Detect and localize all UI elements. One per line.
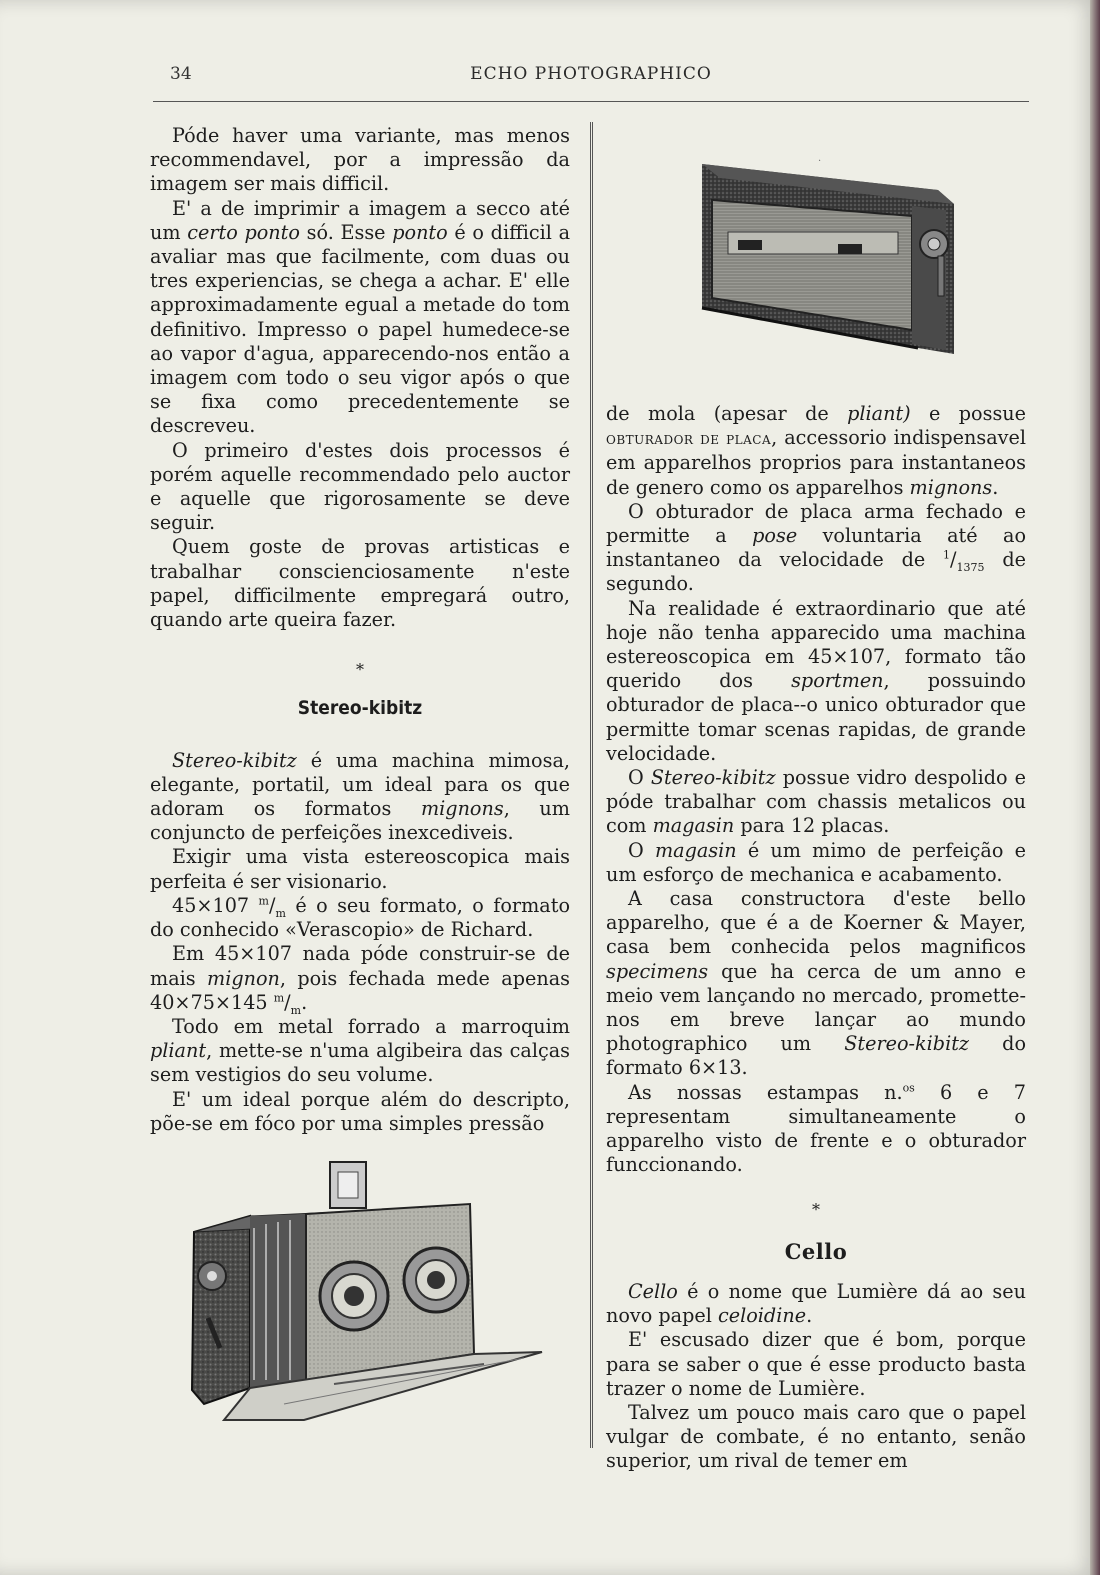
paragraph-text: O primeiro d'estes dois processos é porém aquelle recommendado pelo auctor e aquelle que rigorosamente se deve seguir. — [150, 438, 570, 535]
paragraph-text: . — [992, 475, 999, 499]
paragraph-text: e possue — [910, 402, 1027, 425]
emphasis-text: Stereo-kibitz — [844, 1032, 970, 1056]
paragraph-text: , um conjuncto de perfeições inexcediveis. — [150, 797, 570, 845]
emphasis-text: sportmen — [791, 669, 884, 693]
stereo-camera-illustration — [184, 1158, 546, 1428]
paragraph-text: E' escusado dizer que é bom, porque para se saber o que é esse producto basta trazer o nome de Lumière. — [606, 1328, 1026, 1400]
paragraph-text: Na realidade é extraordinario que até hoje não tenha apparecido uma machina estereoscopica em 45×107, formato tão querido dos — [606, 596, 1026, 693]
emphasis-text: Stereo-kibitz — [650, 766, 776, 790]
paragraph-text: E' um ideal porque além do descripto, põe-se em fóco por uma simples pressão — [150, 1087, 570, 1135]
paragraph-text: 45×107 — [172, 893, 259, 917]
paragraph — [150, 1015, 570, 1088]
header-rule — [153, 101, 1029, 102]
paragraph — [606, 1401, 1026, 1474]
unit-sub: m — [290, 1003, 302, 1017]
paragraph-text: é o difficil a avaliar mas que facilmente, com duas ou tres experiencias, se chega a achar. E' elle approximadamente egual a metade do tom definitivo. Impresso o papel humedece-se ao vapor d'agua, apparecendo-nos então a imagem com todo o seu vigor após o que se fixa como precedentemente se descreveu. — [150, 220, 571, 438]
paragraph-text: é o seu formato, o formato do conhecido «Verascopio» de Richard. — [150, 893, 571, 942]
paragraph-text: O — [628, 838, 655, 862]
emphasis-text: pliant — [150, 1039, 207, 1063]
running-head — [152, 64, 1030, 90]
paragraph-text: Todo em metal forrado a marroquim — [172, 1014, 570, 1038]
asterism: * — [812, 1199, 820, 1219]
paragraph-text: , mette-se n'uma algibeira das calças sem vestigios do seu volume. — [150, 1039, 570, 1087]
paragraph-text: , pois fechada mede apenas 40×75×145 — [150, 966, 570, 1014]
emphasis-text: specimens — [606, 959, 709, 983]
paragraph — [606, 839, 1026, 887]
paragraph-text: . — [301, 990, 308, 1014]
left-column — [150, 124, 570, 1136]
section-title-cello: Cello — [784, 1238, 848, 1264]
fraction-denominator: 1375 — [956, 561, 985, 575]
emphasis-text: certo ponto — [187, 220, 300, 244]
paragraph-text: é o nome que Lumière dá ao seu novo papel — [606, 1279, 1026, 1328]
paragraph-text: para 12 placas. — [734, 814, 890, 838]
paragraph-text: E' a de imprimir a imagem a secco até um — [150, 196, 570, 244]
shutter-illustration — [698, 160, 960, 356]
paragraph-text: voluntaria até ao instantaneo da velocidade de — [606, 524, 1026, 572]
paragraph-text: Em 45×107 nada póde construir-se de mais — [150, 942, 570, 990]
column-rule — [590, 122, 593, 1448]
stereo-camera-engraving-icon — [184, 1158, 546, 1428]
section-title-stereo-kibitz: Stereo-kibitz — [297, 697, 423, 720]
paragraph-text: Quem goste de provas artisticas e trabalhar conscienciosamente n'este papel, difficilmente empregará outro, quando arte queira fazer. — [150, 535, 570, 632]
unit-slash: / — [284, 990, 291, 1014]
paragraph-text: de mola (apesar de — [606, 402, 848, 425]
paragraph-text: de segundo. — [606, 548, 1026, 596]
paragraph — [150, 1088, 570, 1136]
shutter-engraving-icon — [698, 160, 960, 356]
paragraph-text: que ha cerca de um anno e meio vem lançando no mercado, promette-nos em breve lançar ao mundo photographico um — [606, 959, 1026, 1056]
paragraph — [150, 845, 570, 893]
emphasis-text: mignons — [909, 475, 993, 499]
paragraph-text: A casa constructora d'este bello apparelho, que é a de Koerner & Mayer, casa bem conhecida pelos magnificos — [606, 887, 1026, 959]
paragraph — [150, 749, 570, 846]
paragraph-text: O obturador de placa arma fechado e permitte a — [606, 499, 1026, 548]
paragraph — [150, 439, 570, 536]
print-speck: · — [818, 156, 822, 167]
emphasis-text: mignon — [207, 966, 280, 990]
paragraph-text: é uma machina mimosa, elegante, portatil, um ideal para os que adoram os formatos — [150, 748, 570, 821]
paragraph — [150, 197, 570, 439]
unit-sup: m — [273, 991, 285, 1005]
unit-sup: m — [258, 894, 269, 908]
right-column — [606, 402, 1026, 1474]
paragraph — [606, 1328, 1026, 1401]
paragraph: O obturador de placa arma fechado e permitte a pose voluntaria até ao instantaneo da velocidade de $^1/_{1375}$ de segundo. — [606, 499, 1026, 596]
paragraph-text: As nossas estampas n. — [628, 1080, 903, 1104]
paragraph — [606, 597, 1026, 766]
small-caps-text: obturador de placa — [606, 429, 772, 449]
paragraph-text: , accessorio indispensavel em apparelhos proprios para instantaneos de genero como os apparelhos — [606, 426, 1026, 499]
paragraph — [606, 766, 1026, 839]
paragraph-text: , possuindo obturador de placa--o unico obturador que permitte tomar scenas rapidas, de grande velocidade. — [606, 669, 1026, 765]
emphasis-text: ponto — [392, 220, 448, 244]
emphasis-text: Stereo-kibitz — [172, 748, 297, 772]
paragraph — [606, 1280, 1026, 1328]
paragraph-text: é um mimo de perfeição e um esforço de mechanica e acabamento. — [606, 838, 1026, 886]
journal-title: ECHO PHOTOGRAPHICO — [470, 64, 712, 84]
emphasis-text: magasin — [652, 814, 735, 838]
unit-slash: / — [268, 893, 276, 917]
page-number: 34 — [170, 64, 192, 84]
paragraph — [606, 1081, 1026, 1178]
emphasis-text: pose — [752, 524, 798, 548]
paragraph — [150, 894, 570, 942]
emphasis-text: magasin — [654, 838, 737, 862]
paragraph-text: Exigir uma vista estereoscopica mais perfeita é ser visionario. — [150, 845, 570, 893]
unit-sub: m — [275, 906, 286, 920]
emphasis-text: Cello — [628, 1279, 678, 1303]
paragraph-text: Póde haver uma variante, mas menos recommendavel, por a impressão da imagem ser mais difficil. — [150, 124, 570, 196]
paragraph — [606, 887, 1026, 1081]
paragraph-text: possue vidro despolido e póde trabalhar com chassis metalicos ou com — [606, 766, 1026, 838]
paragraph-text: Talvez um pouco mais caro que o papel vulgar de combate, é no entanto, senão superior, um rival de temer em — [606, 1400, 1026, 1473]
paragraph-text: O — [628, 766, 651, 790]
paragraph-text: 6 e 7 representam simultaneamente o apparelho visto de frente e o obturador funccionando. — [606, 1080, 1026, 1177]
paragraph — [150, 124, 570, 197]
fraction-numerator: 1 — [943, 548, 951, 562]
paragraph — [150, 942, 570, 1015]
emphasis-text: mignons — [420, 797, 504, 821]
paragraph — [150, 535, 570, 632]
emphasis-text: pliant) — [847, 402, 911, 425]
paragraph — [606, 402, 1026, 500]
superscript: os — [902, 1081, 915, 1095]
paragraph-text: só. Esse — [299, 220, 393, 244]
paragraph-text: . — [806, 1304, 813, 1328]
emphasis-text: celoidine — [718, 1304, 807, 1328]
asterism: * — [356, 660, 364, 680]
paragraph-text: do formato 6×13. — [606, 1032, 1026, 1080]
